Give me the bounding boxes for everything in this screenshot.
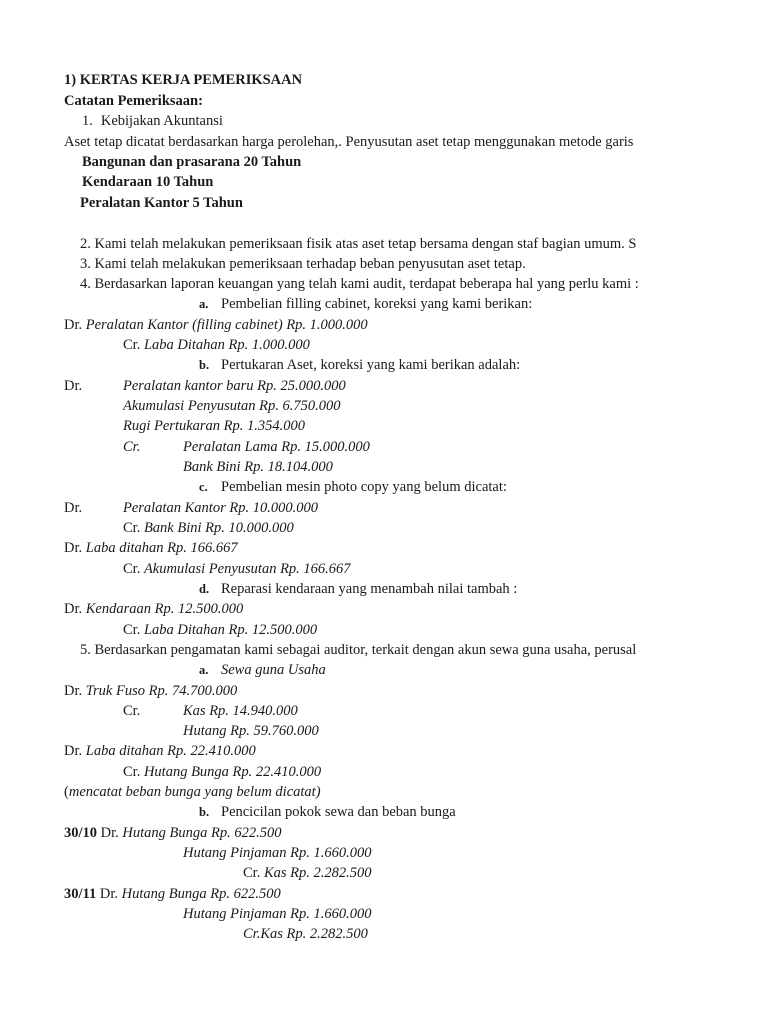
- debit-prefix: Dr.: [64, 683, 83, 699]
- credit-entry: Bank Bini Rp. 10.000.000: [143, 520, 294, 536]
- item-3-number: 3.: [80, 256, 91, 272]
- debit-prefix: Dr.: [64, 601, 83, 617]
- item-4b-label: b.: [199, 358, 210, 372]
- note-text: mencatat beban bunga yang belum dicatat): [68, 784, 321, 800]
- item-4b-heading: [199, 356, 520, 374]
- item-4c-label: c.: [199, 480, 208, 494]
- credit-prefix: Cr.: [243, 865, 261, 881]
- item-1-title: Kebijakan Akuntansi: [100, 113, 223, 129]
- entry-date: 30/11: [64, 886, 97, 902]
- debit-entry: Akumulasi Penyusutan Rp. 6.750.000: [123, 398, 341, 414]
- item-4-text: Berdasarkan laporan keuangan yang telah kami audit, terdapat beberapa hal yang perlu kami :: [94, 276, 639, 292]
- item-2-number: 2.: [80, 236, 91, 252]
- installment-entry-debit: [64, 824, 282, 842]
- credit-prefix: Cr.: [123, 520, 141, 536]
- debit-entry: Hutang Bunga Rp. 622.500: [122, 825, 282, 841]
- item-4a-credit: [123, 336, 310, 354]
- item-4a-heading: [199, 295, 532, 313]
- item-4d-heading: [199, 580, 517, 598]
- credit-entry: Laba Ditahan Rp. 1.000.000: [143, 337, 310, 353]
- item-4c-credit: [123, 519, 294, 537]
- item-4d-debit: [64, 600, 243, 618]
- credit-entry: Hutang Rp. 59.760.000: [183, 723, 319, 739]
- credit-entry: Akumulasi Penyusutan Rp. 166.667: [143, 561, 351, 577]
- debit-prefix: Dr.: [64, 317, 83, 333]
- item-5a-debit: [64, 682, 237, 700]
- credit-entry: Cr.Kas Rp. 2.282.500: [243, 926, 368, 942]
- item-5b-title: Pencicilan pokok sewa dan beban bunga: [221, 804, 456, 820]
- item-5a-debit-2: [64, 742, 256, 760]
- item-1-text: Aset tetap dicatat berdasarkan harga perolehan,. Penyusutan aset tetap menggunakan metode garis: [64, 134, 634, 150]
- useful-life-vehicles: Kendaraan 10 Tahun: [82, 174, 214, 190]
- credit-prefix: Cr.: [123, 764, 141, 780]
- item-5b-heading: [199, 803, 456, 821]
- item-4d-label: d.: [199, 582, 210, 596]
- item-4d-title: Reparasi kendaraan yang menambah nilai tambah :: [221, 581, 518, 597]
- useful-life-office-equipment: Peralatan Kantor 5 Tahun: [80, 195, 243, 211]
- debit-prefix: Dr.: [64, 540, 83, 556]
- debit-entry: Hutang Pinjaman Rp. 1.660.000: [183, 906, 372, 922]
- credit-prefix: Cr.: [123, 337, 141, 353]
- item-3-line: [80, 255, 526, 273]
- item-4a-title: Pembelian filling cabinet, koreksi yang kami berikan:: [221, 296, 533, 312]
- credit-prefix: Cr.: [123, 703, 141, 719]
- item-4c-title: Pembelian mesin photo copy yang belum dicatat:: [221, 479, 507, 495]
- item-5a-heading: [199, 661, 326, 679]
- item-5a-note: [64, 783, 321, 801]
- entry-date: 30/10: [64, 825, 98, 841]
- item-3-text: Kami telah melakukan pemeriksaan terhadap beban penyusutan aset tetap.: [94, 256, 526, 272]
- item-4-number: 4.: [80, 276, 91, 292]
- credit-entry: Hutang Bunga Rp. 22.410.000: [143, 764, 322, 780]
- item-5b-label: b.: [199, 805, 210, 819]
- useful-life-buildings: Bangunan dan prasarana 20 Tahun: [82, 154, 302, 170]
- item-5-text: Berdasarkan pengamatan kami sebagai auditor, terkait dengan akun sewa guna usaha, perusal: [94, 642, 637, 658]
- item-2-line: [80, 235, 636, 253]
- debit-prefix: Dr.: [99, 886, 118, 902]
- debit-entry: Kendaraan Rp. 12.500.000: [85, 601, 244, 617]
- credit-prefix: Cr.: [123, 561, 141, 577]
- item-4c-debit-2: [64, 539, 238, 557]
- credit-prefix: Cr.: [123, 439, 141, 455]
- credit-entry: Kas Rp. 2.282.500: [263, 865, 372, 881]
- debit-entry: Truk Fuso Rp. 74.700.000: [85, 683, 238, 699]
- item-4a-label: a.: [199, 297, 209, 311]
- debit-entry: Rugi Pertukaran Rp. 1.354.000: [123, 418, 306, 434]
- item-5a-title: Sewa guna Usaha: [221, 662, 326, 678]
- page-subheading: Catatan Pemeriksaan:: [64, 93, 203, 109]
- debit-entry: Laba ditahan Rp. 166.667: [85, 540, 238, 556]
- credit-entry: Peralatan Lama Rp. 15.000.000: [183, 439, 370, 455]
- credit-entry: Kas Rp. 14.940.000: [183, 703, 298, 719]
- page-heading: 1) KERTAS KERJA PEMERIKSAAN: [64, 72, 303, 88]
- item-5a-credit-2: [123, 763, 321, 781]
- item-5-number: 5.: [80, 642, 91, 658]
- debit-entry: Laba ditahan Rp. 22.410.000: [85, 743, 256, 759]
- debit-prefix: Dr.: [100, 825, 119, 841]
- credit-entry: Bank Bini Rp. 18.104.000: [183, 459, 333, 475]
- debit-prefix: Dr.: [64, 378, 83, 394]
- debit-entry: Hutang Pinjaman Rp. 1.660.000: [183, 845, 372, 861]
- item-4c-heading: [199, 478, 507, 496]
- debit-prefix: Dr.: [64, 743, 83, 759]
- debit-prefix: Dr.: [64, 500, 83, 516]
- item-1-title-line: [82, 112, 223, 130]
- item-4-line: [80, 275, 639, 293]
- debit-entry: Peralatan kantor baru Rp. 25.000.000: [123, 378, 346, 394]
- debit-entry: Peralatan Kantor Rp. 10.000.000: [123, 500, 318, 516]
- installment-entry-debit: [64, 885, 281, 903]
- installment-entry-credit: [243, 864, 372, 882]
- item-4d-credit: [123, 621, 317, 639]
- item-4c-credit-2: [123, 560, 351, 578]
- item-5a-label: a.: [199, 663, 209, 677]
- item-1-number: 1.: [82, 113, 93, 129]
- item-5-line: [80, 641, 636, 659]
- debit-entry: Peralatan Kantor (filling cabinet) Rp. 1.000.000: [85, 317, 368, 333]
- credit-entry: Laba Ditahan Rp. 12.500.000: [143, 622, 318, 638]
- debit-entry: Hutang Bunga Rp. 622.500: [121, 886, 281, 902]
- item-4a-debit: [64, 316, 368, 334]
- item-2-text: Kami telah melakukan pemeriksaan fisik atas aset tetap bersama dengan staf bagian umum. S: [94, 236, 637, 252]
- credit-prefix: Cr.: [123, 622, 141, 638]
- item-4b-title: Pertukaran Aset, koreksi yang kami berikan adalah:: [221, 357, 521, 373]
- note-open-paren: (: [64, 784, 69, 800]
